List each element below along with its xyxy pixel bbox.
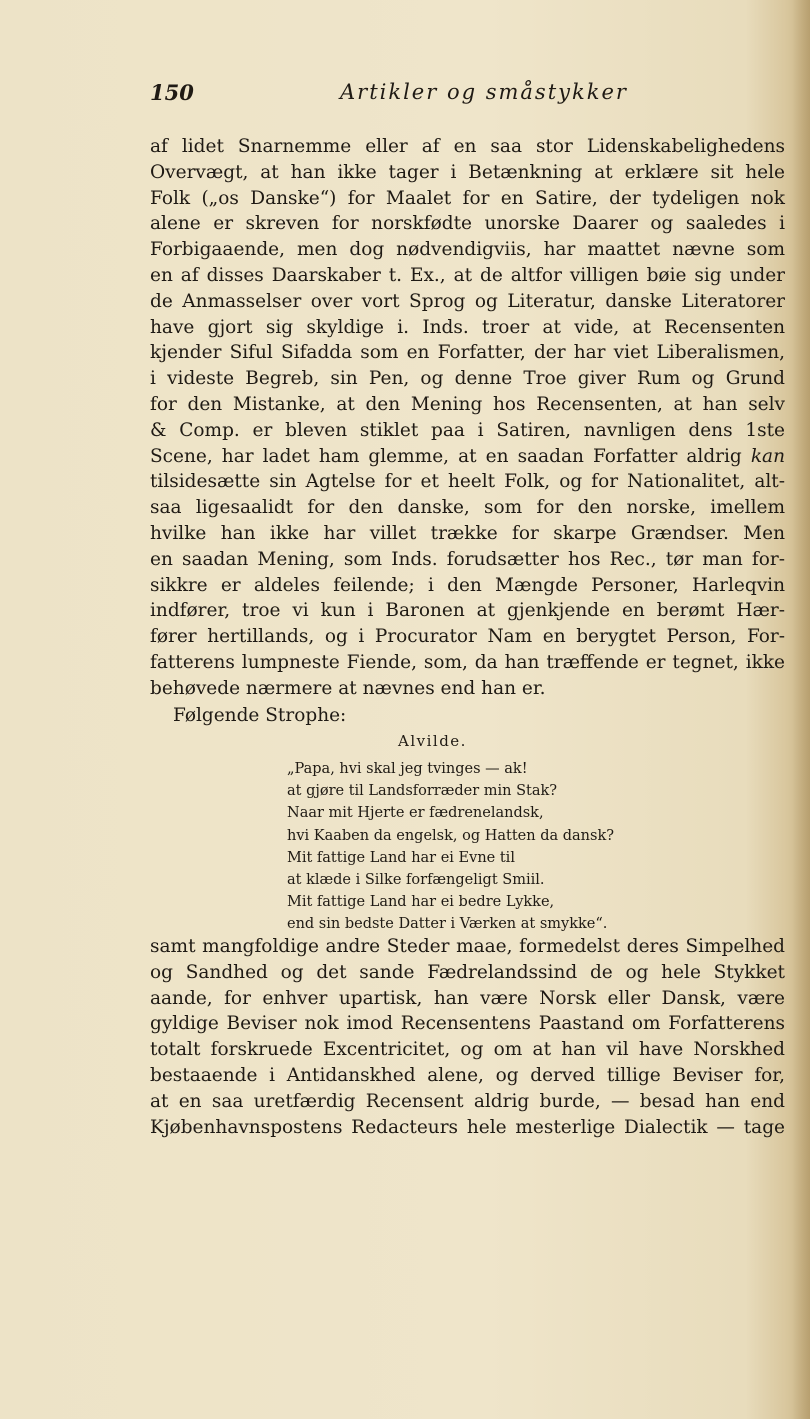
poem-line: „Papa, hvi skal jeg tvinges — ak! <box>287 761 528 777</box>
poem-title: Alvilde. <box>398 732 467 750</box>
text-line: hvilke han ikke har villet trække for skarpe Grændser. Men <box>150 522 785 544</box>
poem <box>287 758 614 936</box>
poem-line: Naar mit Hjerte er fædrenelandsk, <box>287 805 544 822</box>
text-line: totalt forskruede Excentricitet, og om at han vil have Norskhed <box>150 1039 785 1061</box>
text-line-with-italic <box>150 444 785 470</box>
poem-line: Mit fattige Land har ei bedre Lykke, <box>287 894 555 911</box>
text-line: indfører, troe vi kun i Baronen at gjenkjende en berømt Hær- <box>150 600 785 622</box>
text-segment: Scene, har ladet ham glemme, at en saadan Forfatter aldrig <box>150 445 751 467</box>
running-head: Artikler og småstykker <box>340 80 628 104</box>
text-line: sikkre er aldeles feilende; i den Mængde Personer, Harleqvin <box>150 574 785 596</box>
poem-line: Mit fattige Land har ei Evne til <box>287 849 515 866</box>
text-line: bestaaende i Antidanskhed alene, og derved tillige Beviser for, <box>150 1064 785 1086</box>
text-line: behøvede nærmere at nævnes end han er. <box>150 677 546 699</box>
text-line: samt mangfoldige andre Steder maae, formedelst deres Simpelhed <box>150 936 785 957</box>
text-line: de Anmasselser over vort Sprog og Literatur, danske Literatorer <box>150 290 785 312</box>
text-line: alene er skreven for norskfødte unorske Daarer og saaledes i <box>150 213 785 235</box>
text-line: tilsidesætte sin Agtelse for et heelt Folk, og for Nationalitet, alt- <box>150 471 785 493</box>
text-line: at en saa uretfærdig Recensent aldrig burde, — besad han end <box>150 1090 785 1112</box>
text-line: Overvægt, at han ikke tager i Betænkning at erklære sit hele <box>150 161 785 183</box>
text-line: i videste Begreb, sin Pen, og denne Troe giver Rum og Grund <box>150 368 785 390</box>
page-number: 150 <box>150 80 194 105</box>
poem-line: at gjøre til Landsforræder min Stak? <box>287 783 558 800</box>
poem-line: end sin bedste Datter i Værken at smykke“. <box>287 916 608 933</box>
text-line: fatterens lumpneste Fiende, som, da han træffende er tegnet, ikke <box>150 651 785 673</box>
text-line: kjender Siful Sifadda som en Forfatter, der har viet Liberalismen, <box>150 342 785 364</box>
paragraph-1 <box>150 134 785 702</box>
text-line: for den Mistanke, at den Mening hos Recensenten, at han selv <box>150 393 785 415</box>
text-line: Forbigaaende, men dog nødvendigviis, har maattet nævne som <box>150 239 785 261</box>
text-line: Kjøbenhavnspostens Redacteurs hele mesterlige Dialectik — tage <box>150 1116 785 1138</box>
text-line: gyldige Beviser nok imod Recensentens Paastand om Forfatterens <box>150 1013 785 1035</box>
poem-line: at klæde i Silke forfængeligt Smiil. <box>287 871 545 888</box>
text-line: Folk („os Danske“) for Maalet for en Satire, der tydeligen nok <box>150 187 785 209</box>
text-line: have gjort sig skyldige i. Inds. troer at vide, at Recensenten <box>150 316 785 338</box>
text-line: af lidet Snarnemme eller af en saa stor Lidenskabelighedens <box>150 136 785 157</box>
poem-line: hvi Kaaben da engelsk, og Hatten da dansk? <box>287 827 615 844</box>
italic-word: kan <box>750 445 785 467</box>
page-header <box>150 80 785 116</box>
text-line: & Comp. er bleven stiklet paa i Satiren, navnligen dens 1ste <box>150 419 785 441</box>
strophe-intro: Følgende Strophe: <box>173 705 347 726</box>
text-line: og Sandhed og det sande Fædrelandssind de og hele Stykket <box>150 961 785 983</box>
page-edge-shadow <box>792 0 810 1419</box>
text-line: aande, for enhver upartisk, han være Norsk eller Dansk, være <box>150 987 785 1009</box>
text-line: en saadan Mening, som Inds. forudsætter hos Rec., tør man for- <box>150 548 785 570</box>
text-line: en af disses Daarskaber t. Ex., at de altfor villigen bøie sig under <box>150 264 785 286</box>
text-line: saa ligesaalidt for den danske, som for den norske, imellem <box>150 497 785 519</box>
paragraph-2 <box>150 934 785 1140</box>
text-line: fører hertillands, og i Procurator Nam en berygtet Person, For- <box>150 626 785 648</box>
